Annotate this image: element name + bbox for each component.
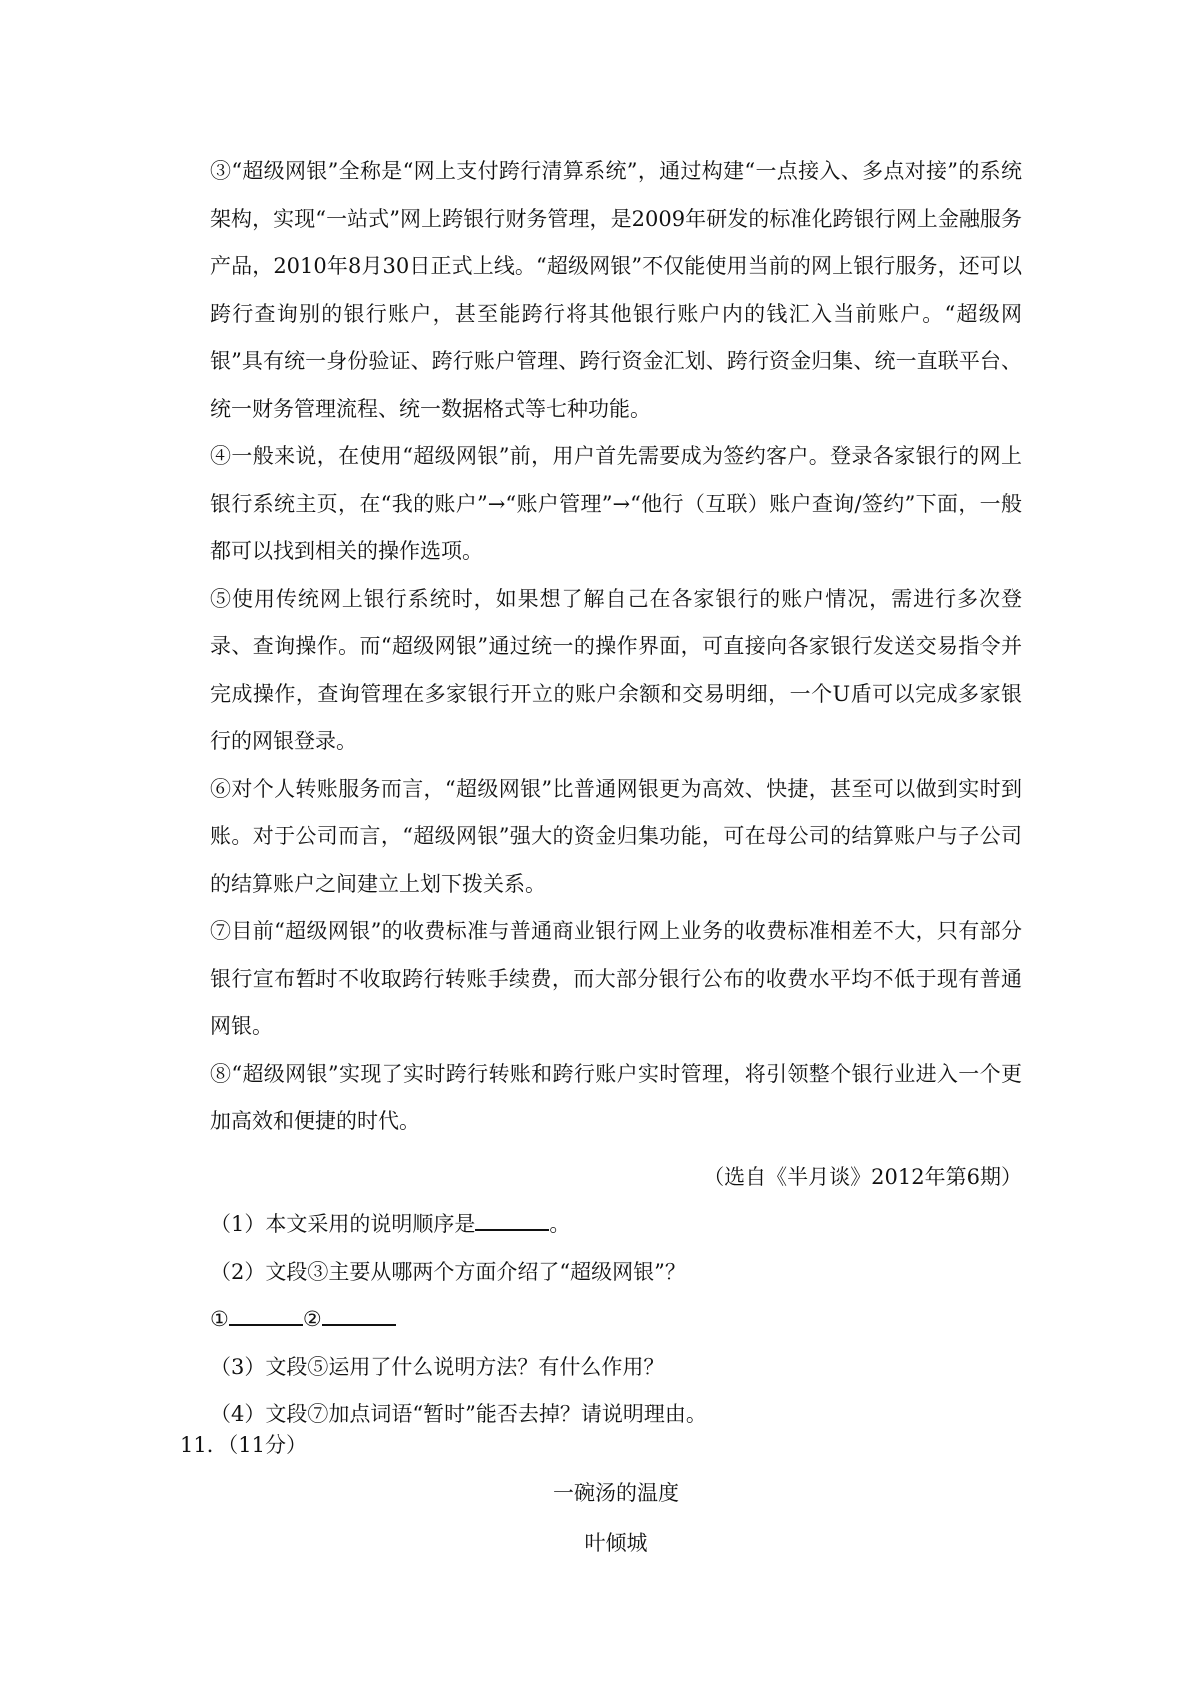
paragraph-4: ④一般来说，在使用“超级网银”前，用户首先需要成为签约客户。登录各家银行的网上银行系统主页，在“我的账户”→“账户管理”→“他行（互联）账户查询/签约”下面，一般都可以找到相关的操作选项。: [210, 444, 1022, 563]
question-number: 11．（11分）: [180, 1433, 307, 1457]
paragraph-7-part-1: ⑦目前“超级网银”的收费标准与普通商业银行网上业务的收费标准相差不大，只有部分银行宣布: [210, 919, 1022, 991]
dotted-word: 暂时 · ·: [296, 956, 338, 1004]
question-2-answers: [210, 1296, 1022, 1344]
question-1-text: （1）本文采用的说明顺序是: [210, 1212, 476, 1236]
paragraph-8: ⑧“超级网银”实现了实时跨行转账和跨行账户实时管理，将引领整个银行业进入一个更加高效和便捷的时代。: [210, 1061, 1022, 1133]
article-author: 叶倾城: [584, 1531, 648, 1555]
article-title: 一碗汤的温度: [553, 1481, 679, 1505]
answer-label-2: ②: [302, 1307, 322, 1331]
paragraph-7-part-2: 不收取跨行转账手续费，而大部分银行公布的收费水平均不低于现有普通网银。: [210, 966, 1023, 1038]
question-2: （2）文段③主要从哪两个方面介绍了“超级网银”？: [210, 1259, 686, 1284]
source-citation: （选自《半月谈》2012年第6期）: [703, 1164, 1022, 1189]
answer-blank: [322, 1306, 396, 1326]
article-body: [210, 148, 1022, 1439]
question-4: （4）文段⑦加点词语“暂时”能否去掉？请说明理由。: [210, 1402, 707, 1426]
paragraph-5: ⑤使用传统网上银行系统时，如果想了解自己在各家银行的账户情况，需进行多次登录、查询操作。而“超级网银”通过统一的操作界面，可直接向各家银行发送交易指令并完成操作，查询管理在多家银行开立的账户余额和交易明细，一个U盾可以完成多家银行的网银登录。: [210, 586, 1022, 753]
question-1: [210, 1201, 1022, 1249]
paragraph-6: ⑥对个人转账服务而言，“超级网银”比普通网银更为高效、快捷，甚至可以做到实时到账。对于公司而言，“超级网银”强大的资金归集功能，可在母公司的结算账户与子公司的结算账户之间建立上划下拨关系。: [210, 776, 1022, 896]
paragraph-7: [210, 908, 1022, 1051]
question-1-end: 。: [549, 1212, 571, 1236]
paragraph-3: ③“超级网银”全称是“网上支付跨行清算系统”，通过构建“一点接入、多点对接”的系统架构，实现“一站式”网上跨银行财务管理，是2009年研发的标准化跨银行网上金融服务产品，2010年8月30日正式上线。“超级网银”不仅能使用当前的网上银行服务，还可以跨行查询别的银行账户，甚至能跨行将其他银行账户内的钱汇入当前账户。“超级网银”具有统一身份验证、跨行账户管理、跨行资金汇划、跨行资金归集、统一直联平台、统一财务管理流程、统一数据格式等七种功能。: [210, 159, 1022, 421]
question-3: （3）文段⑤运用了什么说明方法？有什么作用？: [210, 1354, 665, 1379]
answer-blank: [475, 1211, 549, 1231]
answer-label-1: ①: [210, 1307, 229, 1331]
answer-blank: [229, 1306, 303, 1326]
